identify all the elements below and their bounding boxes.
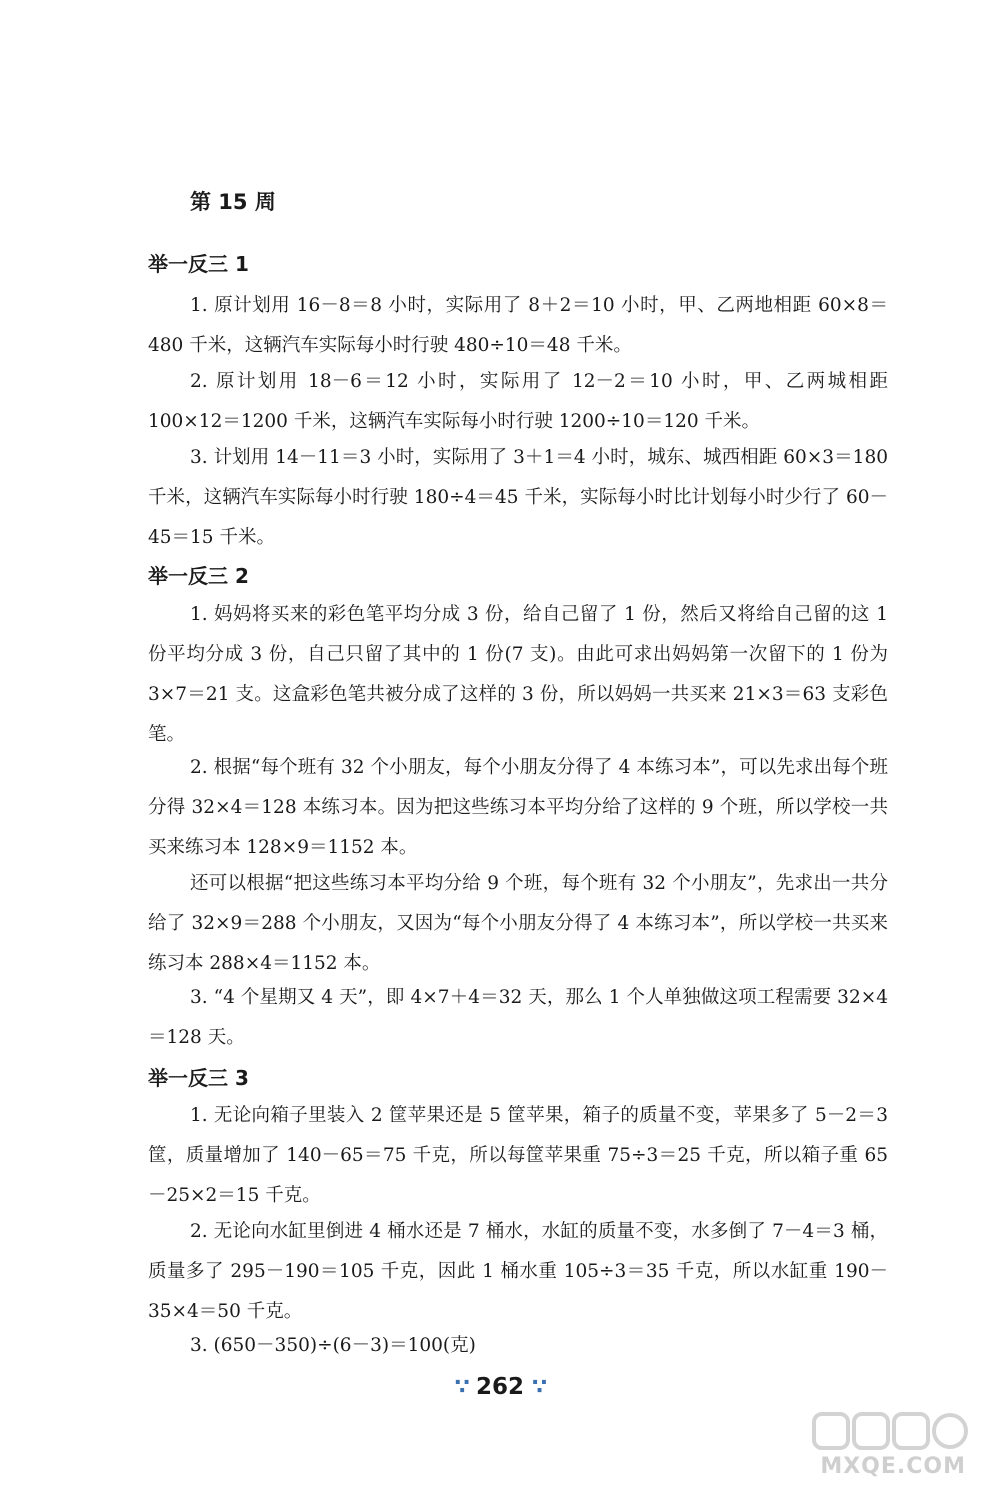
paragraph-3-3: 3. (650－350)÷(6－3)＝100(克)	[190, 1335, 476, 1356]
watermark-logo-icon	[810, 1410, 970, 1452]
paragraph-2-1: 1. 妈妈将买来的彩色笔平均分成 3 份，给自己留了 1 份，然后又将给自己留的这 1 份平均分成 3 份，自己只留了其中的 1 份(7 支)。由此可求出妈妈第一次留下的 1 份为 3×7＝21 支。这盒彩色笔共被分成了这样的 3 份，所以妈妈一共买来 21×3＝63 支彩色笔。	[148, 604, 888, 745]
paragraph-2-3: 还可以根据“把这些练习本平均分给 9 个班，每个班有 32 个小朋友”，先求出一共分给了 32×9＝288 个小朋友，又因为“每个小朋友分得了 4 本练习本”，所以学校一共买来练习本 288×4＝1152 本。	[148, 873, 888, 974]
section-heading-3: 举一反三 3	[148, 1066, 249, 1090]
dots-right-icon: ∵	[532, 1375, 546, 1400]
paragraph-1-1: 1. 原计划用 16－8＝8 小时，实际用了 8＋2＝10 小时，甲、乙两地相距 60×8＝480 千米，这辆汽车实际每小时行驶 480÷10＝48 千米。	[148, 295, 888, 356]
page-number-text: 262	[475, 1374, 524, 1400]
page-number	[0, 1374, 1000, 1400]
watermark-site: MXQE.COM	[820, 1454, 966, 1479]
paragraph-1-2: 2. 原计划用 18－6＝12 小时，实际用了 12－2＝10 小时，甲、乙两城相距 100×12＝1200 千米，这辆汽车实际每小时行驶 1200÷10＝120 千米。	[148, 371, 888, 432]
section-heading-1: 举一反三 1	[148, 252, 249, 276]
paragraph-1-3: 3. 计划用 14－11＝3 小时，实际用了 3＋1＝4 小时，城东、城西相距 60×3＝180 千米，这辆汽车实际每小时行驶 180÷4＝45 千米，实际每小时比计划每小时少行了 60－45＝15 千米。	[148, 447, 888, 548]
section-heading-2: 举一反三 2	[148, 564, 249, 588]
paragraph-2-4: 3. “4 个星期又 4 天”，即 4×7＋4＝32 天，那么 1 个人单独做这项工程需要 32×4＝128 天。	[148, 987, 888, 1048]
week-title: 第 15 周	[190, 190, 276, 214]
paragraph-3-2: 2. 无论向水缸里倒进 4 桶水还是 7 桶水，水缸的质量不变，水多倒了 7－4＝3 桶，质量多了 295－190＝105 千克，因此 1 桶水重 105÷3＝35 千克，所以水缸重 190－35×4＝50 千克。	[148, 1221, 888, 1322]
dots-left-icon: ∵	[454, 1375, 468, 1400]
paragraph-2-2: 2. 根据“每个班有 32 个小朋友，每个小朋友分得了 4 本练习本”，可以先求出每个班分得 32×4＝128 本练习本。因为把这些练习本平均分给了这样的 9 个班，所以学校一共买来练习本 128×9＝1152 本。	[148, 757, 888, 858]
paragraph-3-1: 1. 无论向箱子里装入 2 筐苹果还是 5 筐苹果，箱子的质量不变，苹果多了 5－2＝3 筐，质量增加了 140－65＝75 千克，所以每筐苹果重 75÷3＝25 千克，所以箱子重 65－25×2＝15 千克。	[148, 1105, 888, 1206]
watermark	[810, 1410, 970, 1482]
